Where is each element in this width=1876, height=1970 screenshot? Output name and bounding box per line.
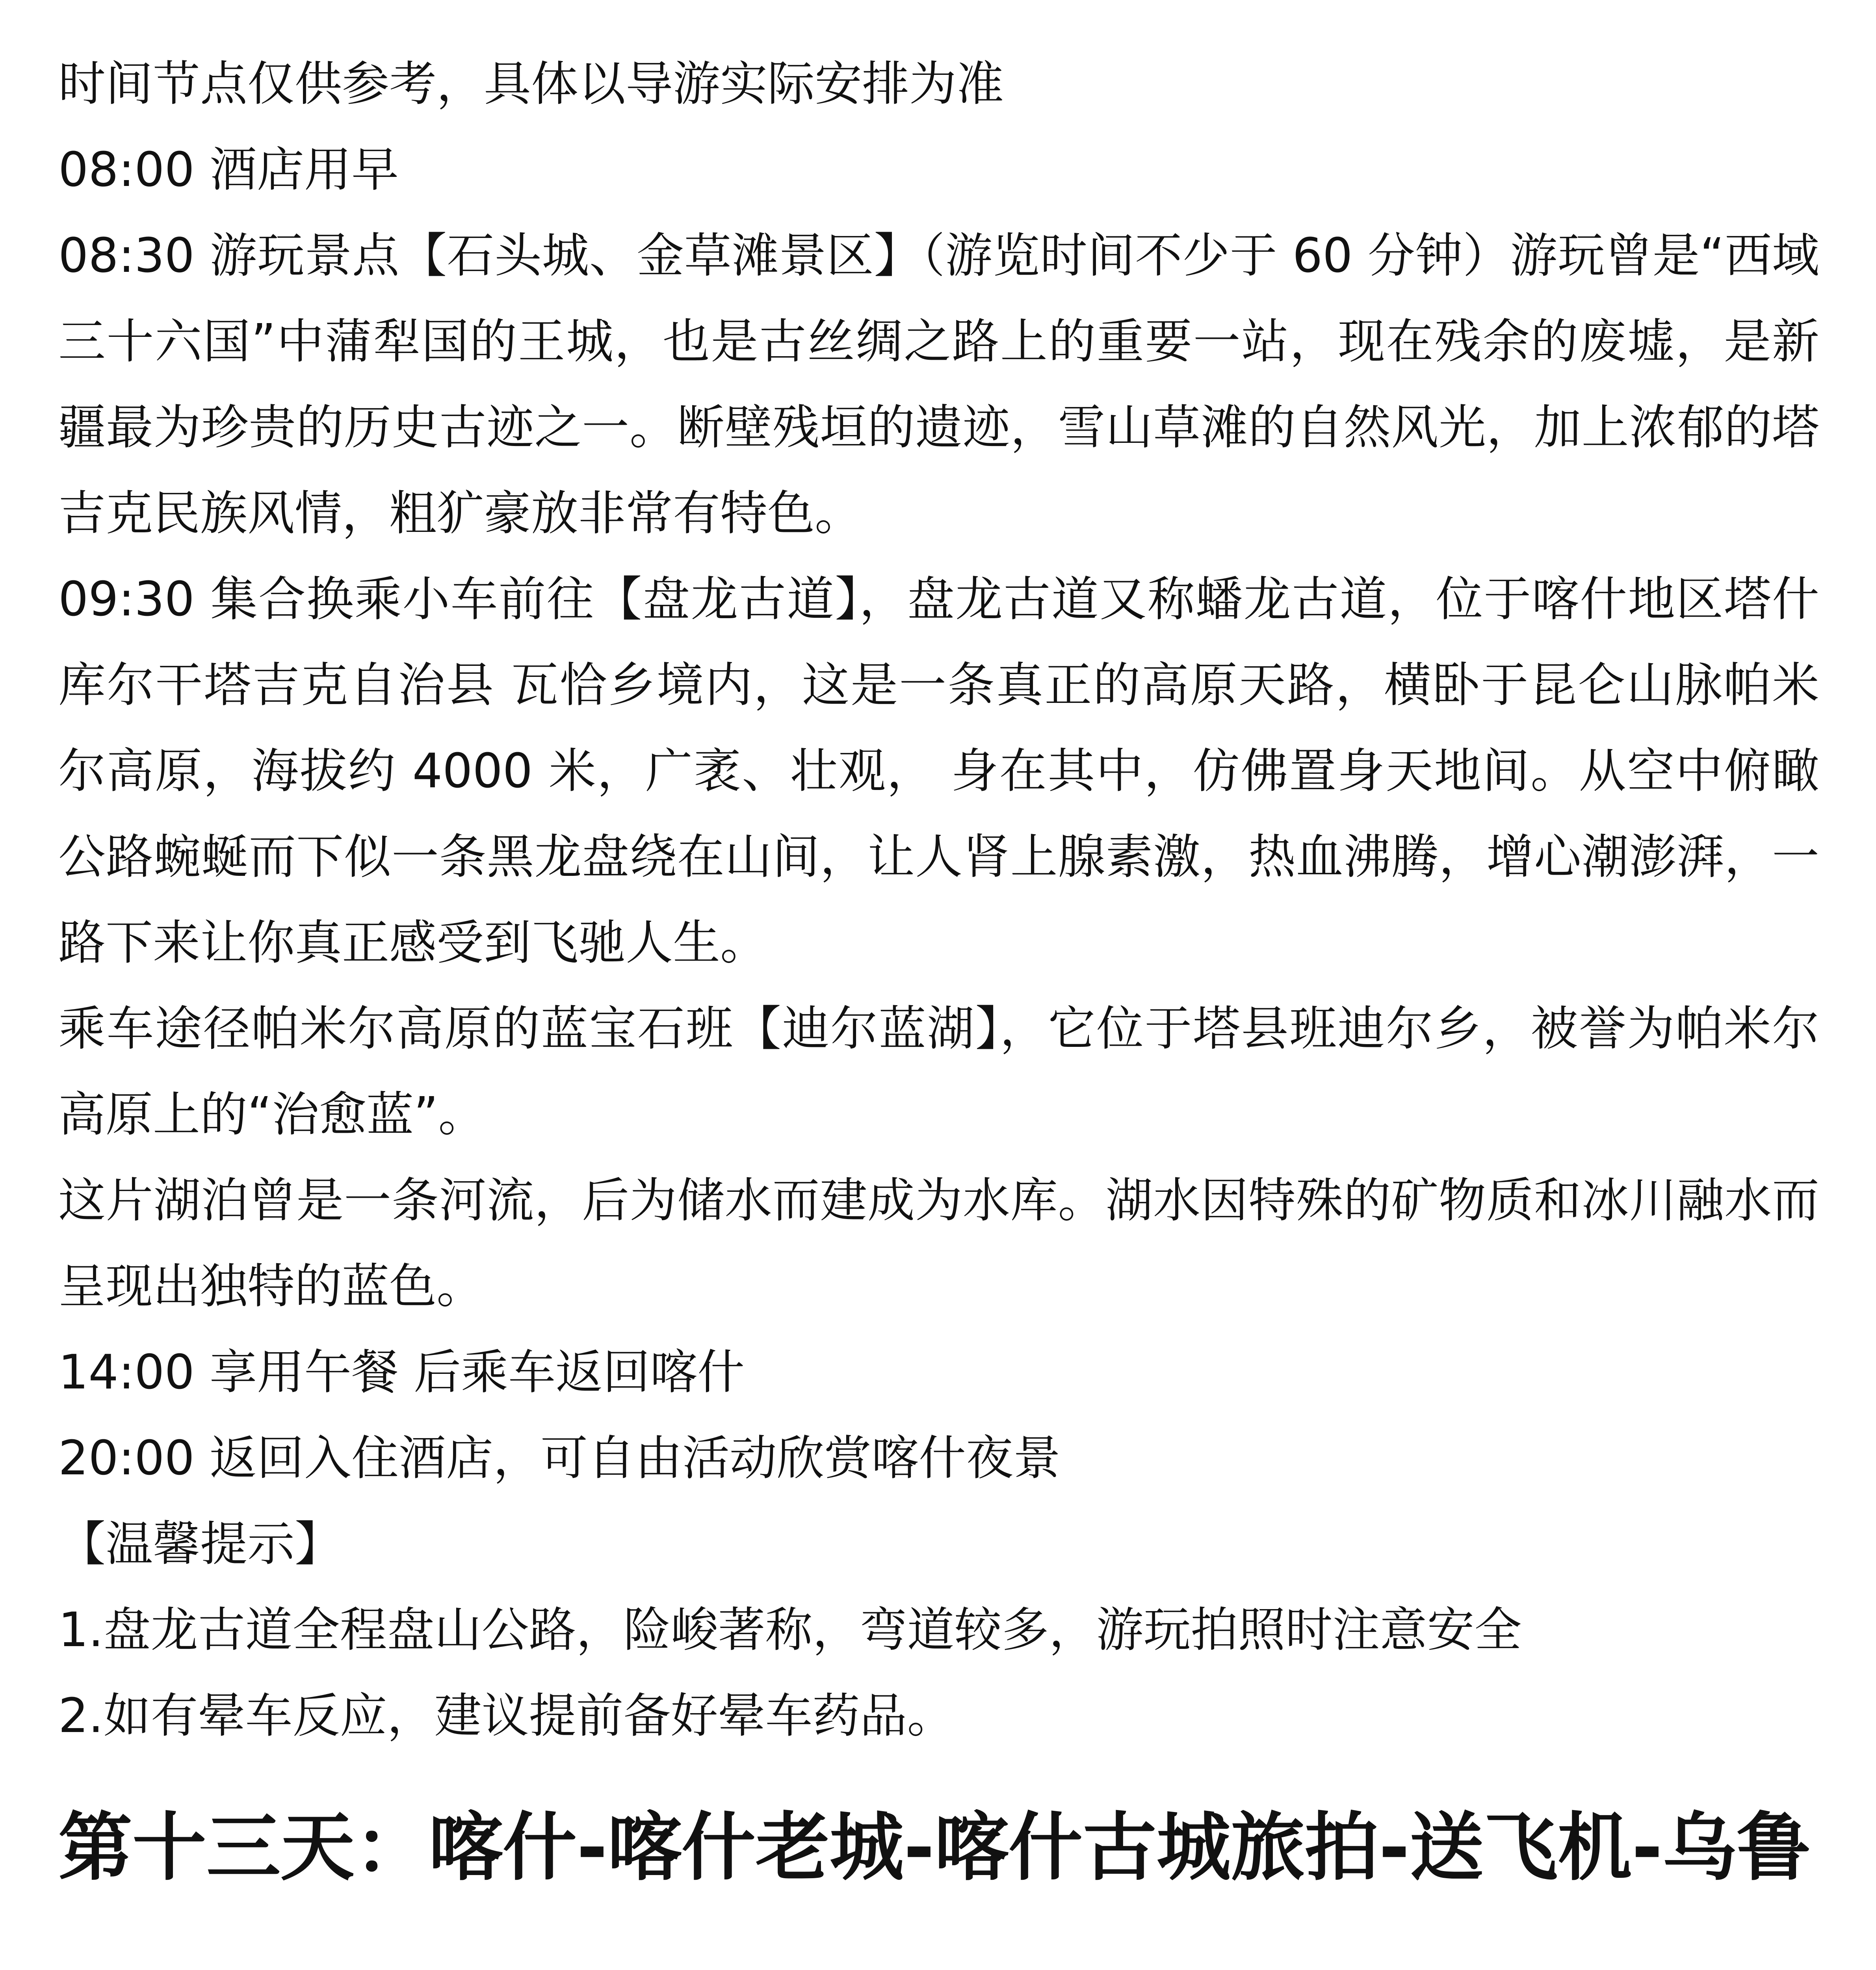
time-note: 时间节点仅供参考，具体以导游实际安排为准 bbox=[58, 57, 1004, 112]
day-13-title-line-1: 第十三天：喀什-喀什老城-喀什古城旅拍-送飞机-乌鲁 bbox=[58, 1805, 1811, 1891]
day-13-title-line-2 bbox=[58, 1933, 1819, 1970]
itinerary-page bbox=[58, 41, 1819, 1970]
item-0830-stone-city: 08:30 游玩景点【石头城、金草滩景区】（游览时间不少于 60 分钟）游玩曾是“西域三十六国”中蒲犁国的王城，也是古丝绸之路上的重要一站，现在残余的废墟，是新疆最为珍贵的历史古迹之一。断壁残垣的遗迹，雪山草滩的自然风光，加上浓郁的塔吉克民族风情，粗犷豪放非常有特色。 bbox=[58, 229, 1819, 541]
item-0930-panlong-road: 09:30 集合换乘小车前往【盘龙古道】，盘龙古道又称蟠龙古道，位于喀什地区塔什库尔干塔吉克自治县 瓦恰乡境内，这是一条真正的高原天路，横卧于昆仑山脉帕米尔高原，海拔约 4000 米，广袤、壮观， 身在其中，仿佛置身天地间。从空中俯瞰公路蜿蜒而下似一条黑龙盘绕在山间，让人肾上腺素激，热血沸腾，增心潮澎湃，一路下来让你真正感受到飞驰人生。 bbox=[58, 572, 1819, 970]
item-lake-description: 这片湖泊曾是一条河流，后为储水而建成为水库。湖水因特殊的矿物质和冰川融水而呈现出独特的蓝色。 bbox=[58, 1173, 1819, 1314]
tip-item-2: 2.如有晕车反应，建议提前备好晕车药品。 bbox=[58, 1689, 955, 1743]
tip-item-1: 1.盘龙古道全程盘山公路，险峻著称，弯道较多，游玩拍照时注意安全 bbox=[58, 1603, 1522, 1658]
item-lunch: 14:00 享用午餐 后乘车返回喀什 bbox=[58, 1345, 745, 1400]
item-dier-lake: 乘车途径帕米尔高原的蓝宝石班【迪尔蓝湖】，它位于塔县班迪尔乡，被誉为帕米尔高原上的“治愈蓝”。 bbox=[58, 1002, 1819, 1142]
item-breakfast: 08:00 酒店用早 bbox=[58, 143, 399, 197]
tips-header: 【温馨提示】 bbox=[58, 1517, 342, 1572]
item-return-hotel: 20:00 返回入住酒店，可自由活动欣赏喀什夜景 bbox=[58, 1431, 1061, 1486]
day-13-title bbox=[58, 1763, 1819, 1970]
